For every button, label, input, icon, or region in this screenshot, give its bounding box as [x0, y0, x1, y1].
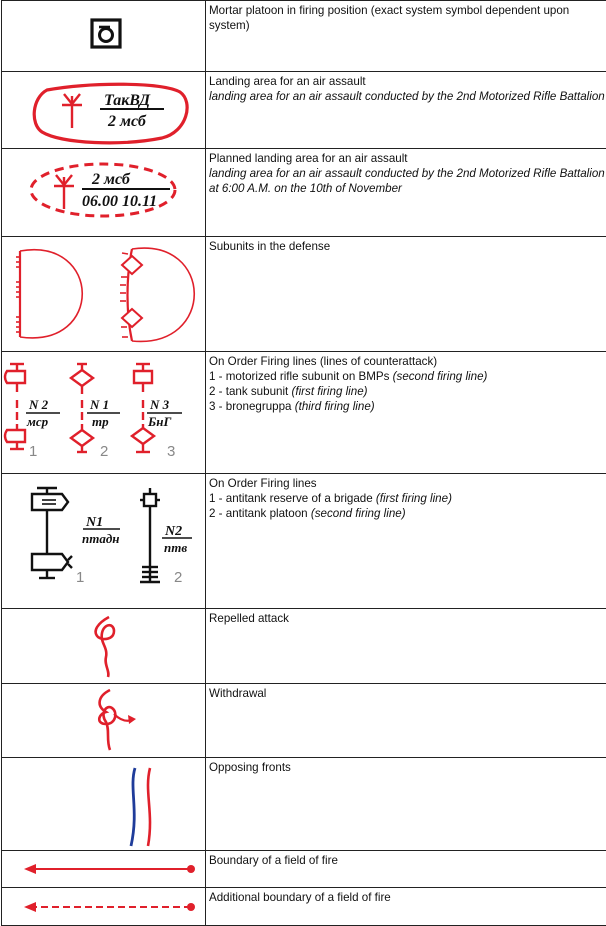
- row-title: Mortar platoon in firing position (exact system symbol dependent upon system): [209, 3, 606, 33]
- row-line: [209, 506, 606, 521]
- row-landing-area: [2, 72, 606, 149]
- line-note: (second firing line): [311, 507, 406, 520]
- symbol-cell: [2, 851, 206, 888]
- symbol-cell: [2, 888, 206, 926]
- fl1-index-1: 1: [29, 443, 37, 460]
- row-line: [209, 369, 606, 384]
- fl2-number-1: N1: [85, 515, 103, 530]
- row-title: Subunits in the defense: [209, 239, 606, 254]
- symbol-cell: [2, 758, 206, 851]
- landing-bottom-label: 2 мсб: [107, 113, 147, 130]
- fl1-number-2: N 1: [89, 397, 109, 412]
- fl1-index-2: 2: [100, 443, 108, 460]
- repelled-attack-symbol: [2, 609, 205, 683]
- symbol-cell: [2, 684, 206, 758]
- description-cell: [206, 474, 606, 609]
- description-cell: [206, 237, 606, 352]
- row-title: Repelled attack: [209, 611, 606, 626]
- symbol-cell: [2, 474, 206, 609]
- symbol-cell: [2, 1, 206, 72]
- opposing-fronts-symbol: [2, 758, 205, 850]
- boundary-symbol: [2, 851, 205, 887]
- planned-bottom-label: 06.00 10.11: [82, 193, 157, 210]
- row-title: Planned landing area for an air assault: [209, 151, 606, 166]
- row-title: Additional boundary of a field of fire: [209, 890, 606, 905]
- line-text: 1 - antitank reserve of a brigade: [209, 492, 376, 505]
- withdrawal-symbol: [2, 684, 205, 757]
- description-cell: [206, 851, 606, 888]
- fl2-unit-1: птадн: [82, 531, 120, 546]
- landing-top-label: ТакВД: [104, 92, 151, 109]
- row-title: On Order Firing lines: [209, 476, 606, 491]
- row-opposing-fronts: [2, 758, 606, 851]
- row-subunits-defense: [2, 237, 606, 352]
- line-note: (second firing line): [393, 370, 488, 383]
- row-line: [209, 399, 606, 414]
- fl2-index-2: 2: [174, 569, 182, 586]
- description-cell: [206, 72, 606, 149]
- symbol-cell: [2, 352, 206, 474]
- mortar-platoon-symbol: [2, 1, 205, 71]
- additional-boundary-symbol: [2, 888, 205, 925]
- line-text: 1 - motorized rifle subunit on BMPs: [209, 370, 393, 383]
- fl2-index-1: 1: [76, 569, 84, 586]
- fl1-unit-1: мср: [26, 414, 49, 429]
- firing-lines-symbol: [2, 352, 205, 473]
- symbol-cell: [2, 149, 206, 237]
- symbol-table: [1, 0, 606, 926]
- antitank-firing-lines-symbol: [2, 474, 205, 608]
- description-cell: [206, 149, 606, 237]
- row-title: Boundary of a field of fire: [209, 853, 606, 868]
- row-subtitle: landing area for an air assault conducted by the 2nd Motorized Rifle Battalion at 6:00 A.M. on the 10th of November: [209, 166, 606, 196]
- row-line: [209, 491, 606, 506]
- description-cell: [206, 1, 606, 72]
- line-note: (third firing line): [295, 400, 375, 413]
- symbol-cell: [2, 609, 206, 684]
- description-cell: [206, 758, 606, 851]
- fl1-index-3: 3: [167, 443, 175, 460]
- description-cell: [206, 888, 606, 926]
- line-note: (first firing line): [292, 385, 368, 398]
- row-planned-landing: [2, 149, 606, 237]
- planned-top-label: 2 мсб: [91, 171, 131, 188]
- fl1-number-1: N 2: [28, 397, 49, 412]
- row-firing-lines: [2, 474, 606, 609]
- row-repelled-attack: [2, 609, 606, 684]
- row-title: Withdrawal: [209, 686, 606, 701]
- row-withdrawal: [2, 684, 606, 758]
- defense-symbol: [2, 237, 205, 351]
- fl2-number-2: N2: [164, 524, 182, 539]
- symbol-cell: [2, 72, 206, 149]
- fl2-unit-2: птв: [164, 540, 187, 555]
- row-title: On Order Firing lines (lines of counterattack): [209, 354, 606, 369]
- line-text: 3 - bronegruppa: [209, 400, 295, 413]
- description-cell: [206, 352, 606, 474]
- line-text: 2 - tank subunit: [209, 385, 292, 398]
- symbol-cell: [2, 237, 206, 352]
- fl1-number-3: N 3: [149, 397, 170, 412]
- description-cell: [206, 684, 606, 758]
- row-title: Opposing fronts: [209, 760, 606, 775]
- fl1-unit-2: тр: [92, 414, 109, 429]
- row-boundary-field-of-fire: [2, 851, 606, 888]
- planned-landing-symbol: [2, 149, 205, 236]
- fl1-unit-3: БнГ: [147, 414, 171, 429]
- line-note: (first firing line): [376, 492, 452, 505]
- landing-area-symbol: [2, 72, 205, 148]
- row-additional-boundary: [2, 888, 606, 926]
- description-cell: [206, 609, 606, 684]
- row-firing-lines-counterattack: [2, 352, 606, 474]
- line-text: 2 - antitank platoon: [209, 507, 311, 520]
- row-mortar-platoon: [2, 1, 606, 72]
- row-subtitle: landing area for an air assault conducted by the 2nd Motorized Rifle Battalion: [209, 89, 606, 104]
- row-line: [209, 384, 606, 399]
- row-title: Landing area for an air assault: [209, 74, 606, 89]
